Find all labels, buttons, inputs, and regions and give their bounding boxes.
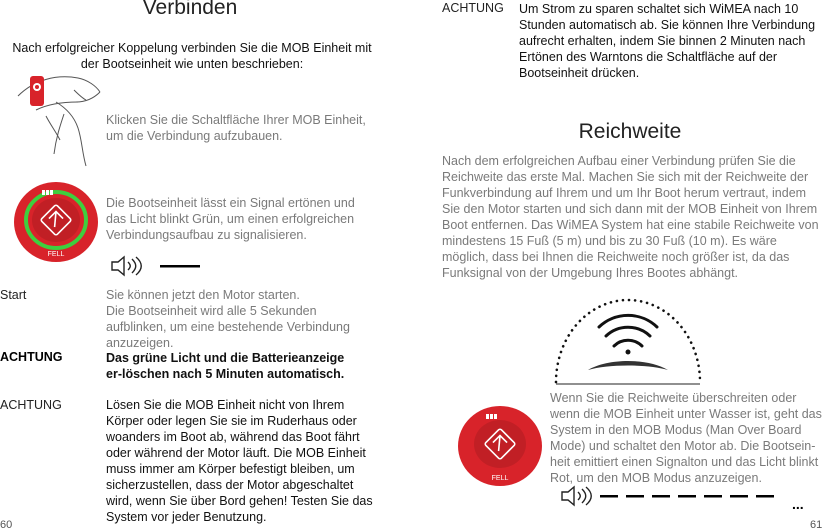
speaker-icon: [112, 257, 141, 275]
speaker-icon: [562, 487, 591, 505]
page-number-left: 60: [0, 519, 13, 531]
step2-text: Die Bootseinheit lässt ein Signal ertönen und das Licht blinkt Grün, um einen erfolgreichen Verbindungsaufbau zu signalisieren.: [106, 196, 355, 242]
achtung1-label: ACHTUNG: [0, 350, 63, 364]
reichweite-body: Nach dem erfolgreichen Aufbau einer Verbindung prüfen Sie die Reichweite das erste Mal. Machen Sie sich mit der Reichweite der Funkverbindung auf Ihrem und um Ihr Boot herum vertraut, indem Sie den Motor starten und sich dann mit der MOB Einheit von Ihrem Boot entfernen. Das WiMEA System hat eine stabile Reichweite von mindestens 15 Fuß (5 m) und bis zu 30 Fuß (10 m). Es wäre möglich, dass bei Ihnen die Reichweite noch größer ist, da das Funksignal von der Umgebung Ihres Bootes abhängt.: [442, 154, 819, 280]
step1-text: Klicken Sie die Schaltfläche Ihrer MOB Einheit, um die Verbindung aufzubauen.: [106, 113, 366, 143]
intro-text: Nach erfolgreicher Koppelung verbinden Sie die MOB Einheit mit der Bootseinheit wie unten beschrieben:: [12, 41, 372, 71]
hand-pressing-wrist-unit-illustration: [16, 68, 106, 168]
start-label: Start: [0, 288, 27, 302]
repeated-tone-signal: [560, 484, 810, 508]
wrist-band-icon: [30, 76, 44, 106]
achtung2-label: ACHTUNG: [0, 398, 62, 412]
achtung-right-label: ACHTUNG: [442, 1, 504, 15]
boat-unit-red-illustration: [452, 406, 548, 488]
battery-icon: [486, 414, 497, 419]
achtung2-text: Lösen Sie die MOB Einheit nicht von Ihrem Körper oder legen Sie sie im Ruderhaus oder woanders im Boot ab, während das Boot fährt oder während der Motor läuft. Die MOB Einheit muss immer am Körper befestigt bleiben, um sicherzustellen, dass der Motor abgeschaltet wird, wenn Sie über Bord gehen! Testen Sie das System vor jeder Benutzung.: [106, 398, 373, 524]
page-title-reichweite: Reichweite: [578, 120, 682, 143]
achtung-right-text: Um Strom zu sparen schaltet sich WiMEA nach 10 Stunden automatisch ab. Sie können Ihre Verbindung aufrecht erhalten, indem Sie binnen 2 Minuten nach Ertönen des Warntons die Schaltfläche auf der Bootseinheit drücken.: [519, 2, 816, 80]
range-dome-illustration: [548, 290, 708, 386]
boat-unit-green-illustration: [8, 182, 104, 264]
page-number-right: 61: [810, 519, 823, 531]
battery-icon: [42, 190, 53, 195]
wifi-icon: [599, 315, 657, 354]
start-text: Sie können jetzt den Motor starten. Die Bootseinheit wird alle 5 Sekunden aufblinken, um eine bestehende Verbindung anzuzeigen.: [106, 288, 350, 350]
page-title-verbinden: Verbinden: [142, 0, 238, 19]
svg-text:FELL: FELL: [47, 251, 65, 258]
range-text: Wenn Sie die Reichweite überschreiten oder wenn die MOB Einheit unter Wasser ist, geht das System in den MOB Modus (Man Over Board Mode) und schaltet den Motor ab. Die Bootsein-heit emittiert einen Signalton und das Licht blinkt Rot, um den MOB Modus anzuzeigen.: [550, 391, 822, 485]
ellipsis: ...: [792, 496, 804, 512]
long-tone-signal: [110, 254, 210, 278]
achtung1-text: Das grüne Licht und die Batterieanzeige er-löschen nach 5 Minuten automatisch.: [106, 351, 345, 381]
svg-text:FELL: FELL: [491, 475, 509, 482]
